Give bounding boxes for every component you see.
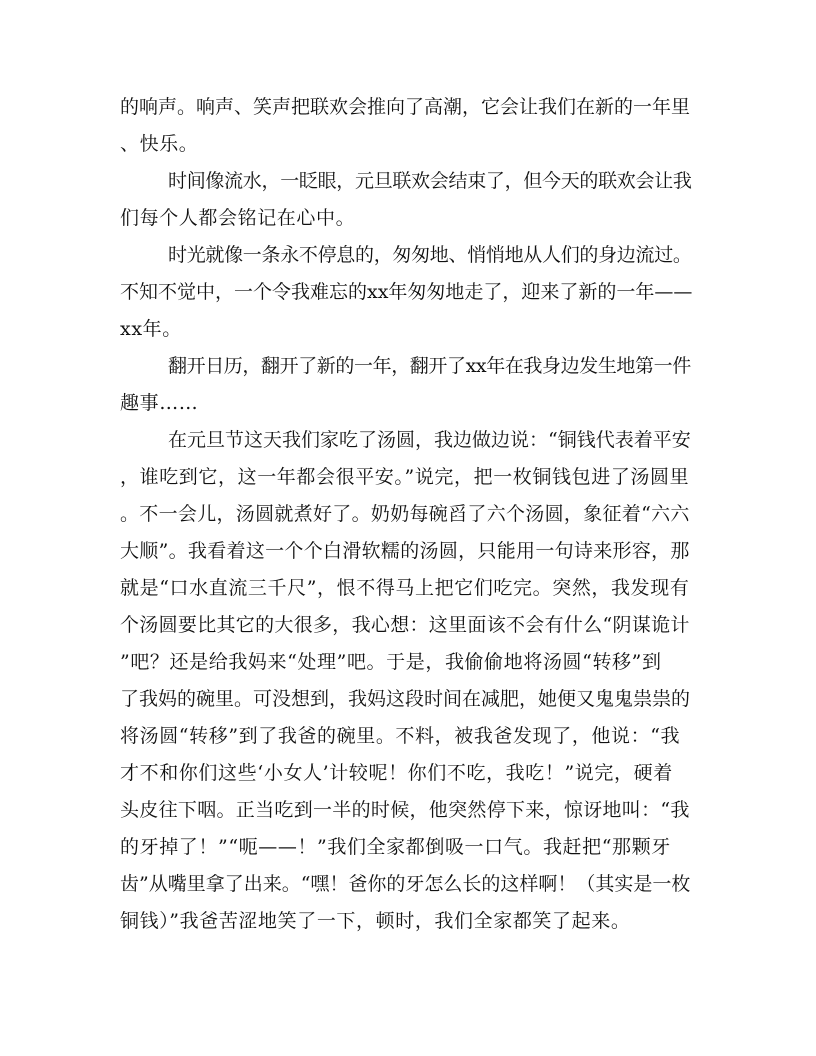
text-line: 的牙掉了！”“呃——！”我们全家都倒吸一口气。我赶把“那颗牙 xyxy=(120,836,671,858)
text-line: 在元旦节这天我们家吃了汤圆，我边做边说：“铜钱代表着平安 xyxy=(168,429,691,451)
text-line: 将汤圆“转移”到了我爸的碗里。不料，被我爸发现了，他说：“我 xyxy=(120,725,681,747)
text-line: ，谁吃到它，这一年都会很平安。”说完，把一枚铜钱包进了汤圆里 xyxy=(120,466,690,488)
text-line: 才不和你们这些‘小女人’计较呢！你们不吃，我吃！”说完，硬着 xyxy=(120,762,673,784)
text-line: 齿”从嘴里拿了出来。“嘿！爸你的牙怎么长的这样啊！（其实是一枚 xyxy=(120,873,691,895)
text-line: 不知不觉中，一个令我难忘的xx年匆匆地走了，迎来了新的一年—— xyxy=(120,281,693,303)
text-line: 翻开日历，翻开了新的一年，翻开了xx年在我身边发生地第一件 xyxy=(168,355,691,377)
text-line: 趣事…… xyxy=(120,392,199,414)
text-line: 时光就像一条永不停息的，匆匆地、悄悄地从人们的身边流过。 xyxy=(168,244,692,266)
text-line: 就是“口水直流三千尺”，恨不得马上把它们吃完。突然，我发现有 xyxy=(120,577,690,599)
text-line: 、快乐。 xyxy=(120,133,199,155)
text-line: xx年。 xyxy=(120,318,182,340)
text-line: 的响声。响声、笑声把联欢会推向了高潮，它会让我们在新的一年里 xyxy=(120,96,691,118)
text-line: 铜钱）”我爸苦涩地笑了一下，顿时，我们全家都笑了起来。 xyxy=(120,910,631,932)
text-line: 大顺”。我看着这一个个白滑软糯的汤圆，只能用一句诗来形容，那 xyxy=(120,540,690,562)
text-line: 时间像流水，一眨眼，元旦联欢会结束了，但今天的联欢会让我 xyxy=(168,170,692,192)
text-line: 头皮往下咽。正当吃到一半的时候，他突然停下来，惊讶地叫：“我 xyxy=(120,799,690,821)
text-line: 。不一会儿，汤圆就煮好了。奶奶每碗舀了六个汤圆，象征着“六六 xyxy=(120,503,690,525)
text-line: 个汤圆要比其它的大很多，我心想：这里面该不会有什么“阴谋诡计 xyxy=(120,614,690,636)
text-line: ”吧？还是给我妈来“处理”吧。于是，我偷偷地将汤圆“转移”到 xyxy=(120,651,662,673)
text-line: 们每个人都会铭记在心中。 xyxy=(120,207,356,229)
text-line: 了我妈的碗里。可没想到，我妈这段时间在减肥，她便又鬼鬼祟祟的 xyxy=(120,688,691,710)
